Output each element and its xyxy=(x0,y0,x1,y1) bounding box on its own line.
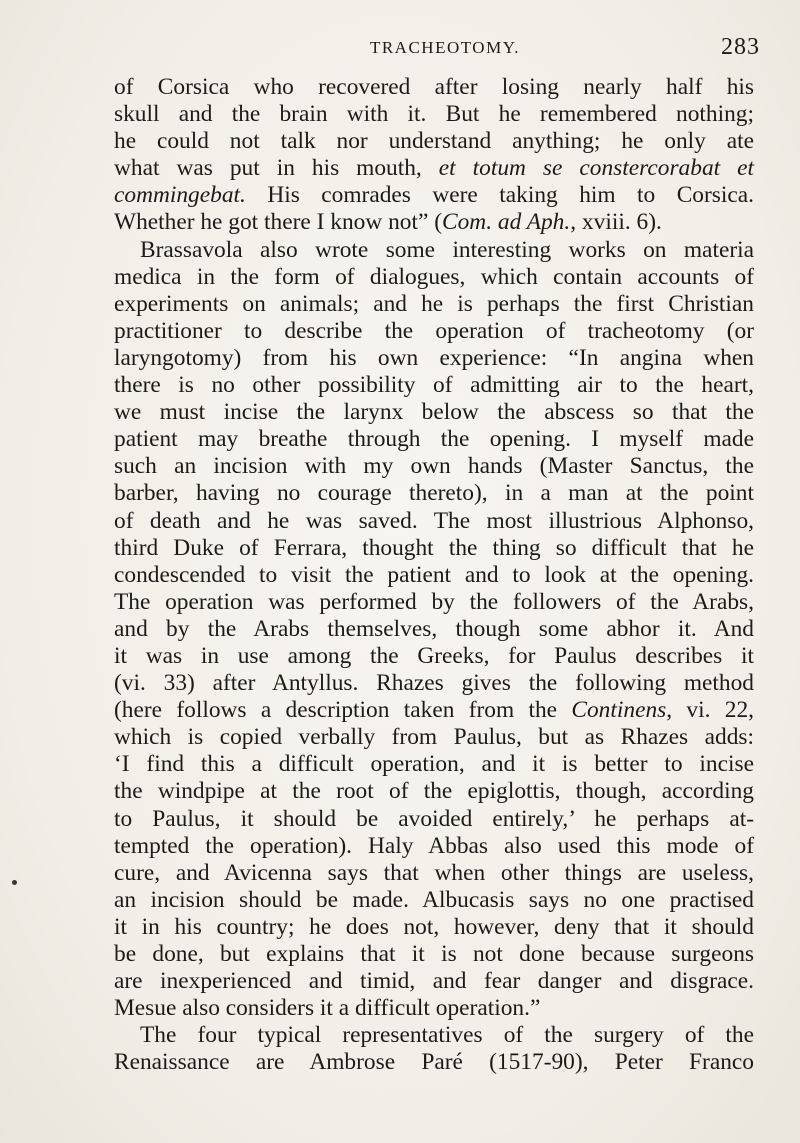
text-span: laryngotomy) from his own experience: “In angina when xyxy=(114,344,754,371)
text-span: medica in the form of dialogues, which contain accounts of xyxy=(114,263,754,290)
text-line xyxy=(114,237,754,264)
text-line xyxy=(114,426,754,453)
text-line xyxy=(114,751,754,778)
text-span: Renaissance are Ambrose Paré (1517-90), Peter Franco xyxy=(114,1049,754,1076)
text-span: third Duke of Ferrara, thought the thing so difficult that he xyxy=(114,534,754,561)
text-span: the windpipe at the root of the epiglottis, though, according xyxy=(114,778,754,805)
text-line xyxy=(114,155,754,182)
text-span: are inexperienced and timid, and fear danger and disgrace. xyxy=(114,968,754,995)
text-span: to Paulus, it should be avoided entirely,’ he perhaps at- xyxy=(114,805,754,832)
text-span: Brassavola also wrote some interesting works on materia xyxy=(140,236,754,263)
text-line xyxy=(114,209,754,236)
text-span: an incision should be made. Albucasis says no one practised xyxy=(114,886,754,913)
text-span: of death and he was saved. The most illustrious Alphonso, xyxy=(114,507,754,534)
text-span: Mesue also considers it a difficult operation.” xyxy=(114,995,541,1022)
text-line xyxy=(114,1022,754,1049)
text-line xyxy=(114,372,754,399)
text-span: The operation was performed by the followers of the Arabs, xyxy=(114,588,754,615)
running-head: TRACHEOTOMY. xyxy=(369,38,521,57)
text-line xyxy=(114,670,754,697)
text-span: of Corsica who recovered after losing nearly half his xyxy=(114,74,754,100)
italic-text: Continens xyxy=(571,697,667,724)
text-span: barber, having no courage thereto), in a man at the point xyxy=(114,480,754,507)
italic-text: commingebat. xyxy=(114,182,246,209)
text-span: tempted the operation). Haly Abbas also used this mode of xyxy=(114,832,754,859)
text-span: practitioner to describe the operation of tracheotomy (or xyxy=(114,317,754,344)
text-span: skull and the brain with it. But he remembered nothing; xyxy=(114,101,754,128)
text-line xyxy=(114,1049,754,1076)
text-line xyxy=(114,914,754,941)
text-line xyxy=(114,643,754,670)
text-span: there is no other possibility of admitting air to the heart, xyxy=(114,372,754,399)
page-header xyxy=(110,34,760,64)
text-line xyxy=(114,128,754,155)
text-span: which is copied verbally from Paulus, but as Rhazes adds: xyxy=(114,724,754,751)
text-span: cure, and Avicenna says that when other things are useless, xyxy=(114,859,754,886)
text-span: (vi. 33) after Antyllus. Rhazes gives the following method xyxy=(114,670,754,697)
text-line xyxy=(114,860,754,887)
text-span: such an incision with my own hands (Master Sanctus, the xyxy=(114,453,754,480)
text-span: it in his country; he does not, however, deny that it should xyxy=(114,913,754,940)
text-line xyxy=(114,345,754,372)
text-line xyxy=(114,589,754,616)
text-span: His comrades were taking him to Corsica. xyxy=(245,182,754,209)
text-span: and by the Arabs themselves, though some abhor it. And xyxy=(114,615,754,642)
italic-text: Com. ad Aph. xyxy=(442,209,571,236)
text-span: experiments on animals; and he is perhaps the first Christian xyxy=(114,290,754,317)
text-line xyxy=(114,697,754,724)
text-span: condescended to visit the patient and to look at the opening. xyxy=(114,561,754,588)
text-line xyxy=(114,399,754,426)
text-span: it was in use among the Greeks, for Paulus describes it xyxy=(114,642,754,669)
text-line xyxy=(114,887,754,914)
text-line xyxy=(114,941,754,968)
text-span: ‘I find this a difficult operation, and it is better to incise xyxy=(114,751,754,778)
page-number: 283 xyxy=(721,34,760,60)
margin-speck xyxy=(12,880,17,885)
text-line xyxy=(114,995,754,1022)
text-line xyxy=(114,535,754,562)
text-line xyxy=(114,968,754,995)
text-span: (here follows a description taken from the xyxy=(114,697,572,724)
text-line xyxy=(114,453,754,480)
text-line xyxy=(114,101,754,128)
text-line xyxy=(114,724,754,751)
text-span: , xviii. 6). xyxy=(570,209,662,236)
text-span: patient may breathe through the opening. I myself made xyxy=(114,426,754,453)
text-line xyxy=(114,616,754,643)
text-span: Whether he got there I know not” ( xyxy=(114,209,442,236)
text-line xyxy=(114,480,754,507)
text-line xyxy=(114,778,754,805)
text-line xyxy=(114,562,754,589)
text-line xyxy=(114,74,754,101)
text-span: , vi. 22, xyxy=(666,697,755,724)
text-line xyxy=(114,833,754,860)
text-line xyxy=(114,318,754,345)
body-text xyxy=(114,74,754,1076)
text-line xyxy=(114,264,754,291)
text-span: what was put in his mouth, xyxy=(114,155,439,182)
text-line xyxy=(114,806,754,833)
text-span: The four typical representatives of the surgery of the xyxy=(140,1022,754,1049)
italic-text: et totum se constercorabat et xyxy=(438,155,755,182)
text-line xyxy=(114,291,754,318)
text-line xyxy=(114,182,754,209)
text-line xyxy=(114,508,754,535)
text-span: he could not talk nor understand anything; he only ate xyxy=(114,128,754,155)
text-span: we must incise the larynx below the abscess so that the xyxy=(114,399,754,426)
text-span: be done, but explains that it is not done because surgeons xyxy=(114,941,754,967)
